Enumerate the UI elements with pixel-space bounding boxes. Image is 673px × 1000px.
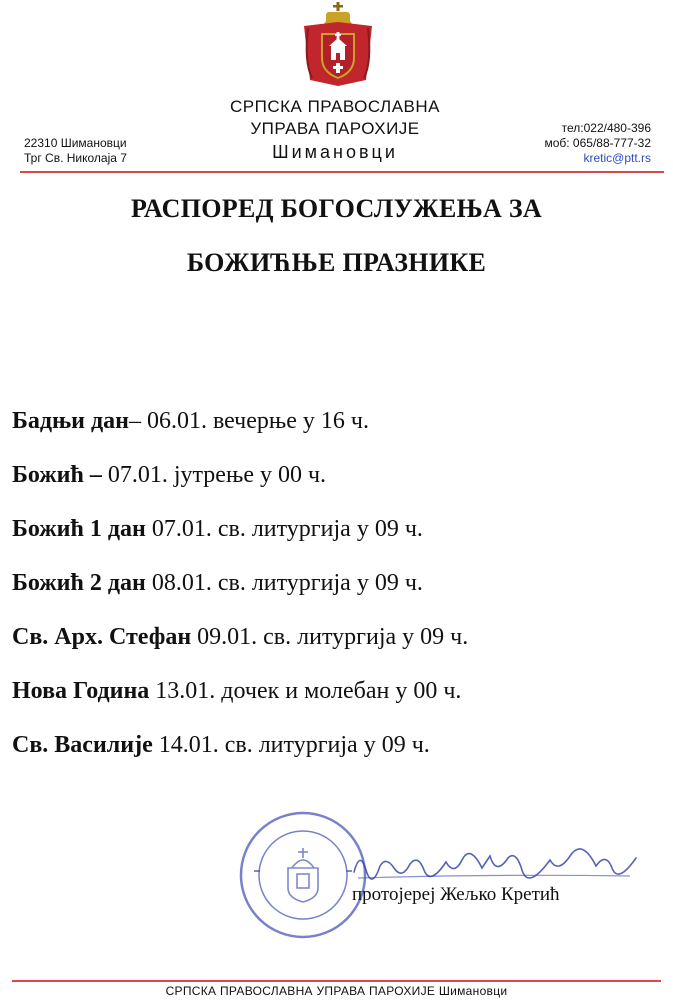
email-link[interactable]: kretic@ptt.rs — [583, 151, 651, 165]
org-line-1: СРПСКА ПРАВОСЛАВНА — [230, 97, 440, 116]
organization-name — [190, 96, 480, 164]
address-block — [24, 136, 127, 166]
schedule-row — [12, 678, 662, 732]
contact-block — [544, 121, 651, 166]
footer-divider — [12, 980, 661, 982]
footer-text: СРПСКА ПРАВОСЛАВНА УПРАВА ПАРОХИЈЕ Шимановци — [165, 984, 508, 998]
schedule-details: – 06.01. вечерње у 16 ч. — [128, 408, 369, 434]
coat-of-arms-icon — [298, 2, 378, 88]
document-title-line-1: РАСПОРЕД БОГОСЛУЖЕЊА ЗА — [131, 194, 542, 223]
schedule-feast: Бадњи дан — [12, 408, 129, 434]
schedule-row — [12, 624, 662, 678]
priest-name: протојереј Жељко Кретић — [352, 884, 560, 905]
document-title-line-2: БОЖИЋЊЕ ПРАЗНИКЕ — [186, 248, 487, 277]
schedule-feast: Св. Арх. Стефан — [12, 624, 192, 650]
address-line-1: 22310 Шимановци — [24, 136, 127, 150]
schedule-row — [12, 570, 662, 624]
schedule-details: 07.01. јутрење у 00 ч. — [101, 462, 327, 488]
schedule-row — [12, 732, 662, 786]
mobile: моб: 065/88-777-32 — [544, 136, 651, 150]
schedule-details: 14.01. св. литургија у 09 ч. — [152, 732, 430, 758]
schedule-details: 13.01. дочек и молебан у 00 ч. — [149, 678, 462, 704]
header-divider — [20, 171, 664, 173]
address-line-2: Трг Св. Николаја 7 — [24, 151, 127, 165]
schedule-details: 07.01. св. литургија у 09 ч. — [145, 516, 423, 542]
handwritten-signature-icon — [350, 846, 640, 886]
schedule-feast: Божић 1 дан — [12, 516, 146, 542]
schedule-feast: Нова Година — [12, 678, 150, 704]
schedule-feast: Св. Василије — [12, 732, 153, 758]
schedule-row — [12, 462, 662, 516]
schedule-details: 08.01. св. литургија у 09 ч. — [145, 570, 423, 596]
schedule-feast: Божић 2 дан — [12, 570, 146, 596]
org-line-3: Шимановци — [272, 142, 398, 162]
service-schedule — [12, 408, 662, 786]
schedule-row — [12, 516, 662, 570]
schedule-details: 09.01. св. литургија у 09 ч. — [191, 624, 469, 650]
schedule-feast: Божић – — [12, 462, 102, 488]
org-line-2: УПРАВА ПАРОХИЈЕ — [250, 119, 420, 138]
phone: тел:022/480-396 — [561, 121, 651, 135]
schedule-row — [12, 408, 662, 462]
